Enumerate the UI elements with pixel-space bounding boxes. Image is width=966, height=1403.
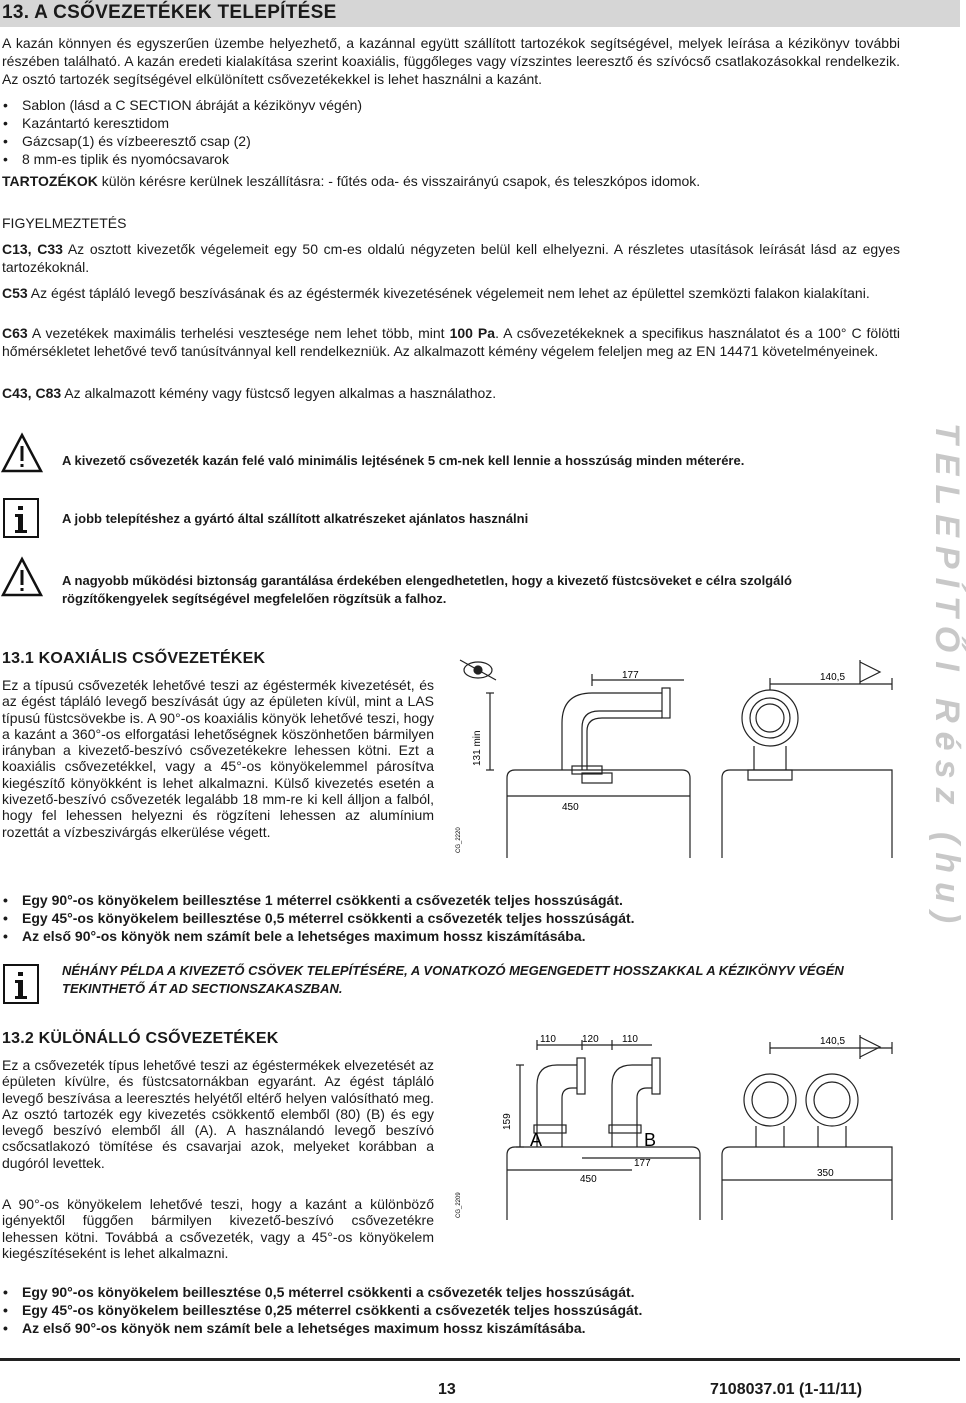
warning-text: Az alkalmazott kémény vagy füstcső legyen alkalmas a használathoz.	[61, 385, 497, 401]
dim-top-label: 177	[622, 670, 639, 681]
notice-slope: A kivezető csővezeték kazán felé való minimális lejtésének 5 cm-nek kell lennie a hosszúság minden méterére.	[62, 453, 745, 468]
section-title-bar	[0, 0, 960, 27]
warning-c63	[2, 324, 900, 360]
list-item: • Egy 45°-os könyökelem beillesztése 0,5 méterrel csökkenti a csővezeték teljes hosszúságát.	[2, 909, 635, 927]
notice-parts: A jobb telepítéshez a gyártó által szállított alkatrészeket ajánlatos használni	[62, 511, 529, 526]
coax-paragraph: Ez a típusú csővezeték lehetővé teszi az égéstermék kivezetését, és az égést tápláló levegő beszívását úgy az épületen kívül, mint a LAS típusú füstcsövekbe is. A 90°-os koaxiális könyök lehetővé teszi, hogy a kazánt a 360°-os elforgatási lehetőségnek köszönhetően bármilyen irányban a kivezető-beszívó csővezetékekre lehessen kötni. Ezt a koaxiális csővezetékkel, vagy a 45°-os könyökelemmel párosítva kiegészítő könyökként is lehet alkalmazni. Külső kivezetés esetén a kivezető-beszívó csővezeték legalább 18 mm-re ki kell álljon a falból, hogy fel lehessen helyezni és rögzíteni lehessen az alumínium rozettát a vízbeszivárgás elkerülése végett.	[2, 677, 434, 840]
dim-label: 350	[817, 1168, 834, 1179]
list-item: • Egy 90°-os könyökelem beillesztése 1 méterrel csökkenti a csővezeték teljes hosszúságát.	[2, 891, 635, 909]
side-section-label: TELEPÍTŐI Rész (hu)	[928, 423, 966, 933]
warning-c53	[2, 284, 900, 302]
eye-icon	[460, 660, 496, 680]
warning-heading: FIGYELMEZTETÉS	[2, 215, 127, 231]
code-label: C43, C83	[2, 385, 62, 401]
dim-label: 159	[502, 1113, 513, 1130]
section-title: 13. A CSŐVEZETÉKEK TELEPÍTÉSE	[2, 2, 337, 23]
info-icon	[1, 962, 41, 1006]
dim-label: 177	[634, 1158, 651, 1169]
list-item: • Az első 90°-os könyök nem számít bele a lehetséges maximum hossz kiszámításába.	[2, 927, 635, 945]
label-b: B	[644, 1130, 657, 1150]
figure-code-label: CG_2220	[456, 827, 462, 853]
accessories-label: TARTOZÉKOK	[2, 173, 98, 189]
warning-text: Az égést tápláló levegő beszívásának és az égéstermék kivezetésének végelemeit nem lehet az épülettel szemközti falakon kialakítani.	[27, 285, 870, 301]
parts-list	[2, 96, 362, 168]
code-label: C53	[2, 285, 28, 301]
list-item: • Gázcsap(1) és vízbeeresztő csap (2)	[2, 132, 362, 150]
document-code: 7108037.01 (1-11/11)	[710, 1381, 863, 1398]
warning-text: Az osztott kivezetők végelemeit egy 50 cm-es oldalú négyzeten belül kell elhelyezni. A részletes utasítások leírását lásd az egyes tartozékoknál.	[2, 241, 900, 275]
warning-triangle-icon	[1, 556, 43, 598]
accessories-paragraph	[2, 172, 900, 190]
warning-c43	[2, 384, 900, 402]
coax-bullets	[2, 891, 635, 945]
warning-text: . A csővezetékeknek a specifikus használatot és a 100° C fölötti hőmérsékletet lehetővé tevő tanúsítvánnyal kell rendelkezniük. Az alkalmazott kémény végelem feleljen meg az EN 14471 követelményeinek.	[2, 325, 901, 359]
coaxial-flue-diagram	[452, 648, 902, 858]
info-icon	[1, 496, 41, 540]
dim-label: 120	[582, 1034, 599, 1045]
intro-paragraph: A kazán könnyen és egyszerűen üzembe helyezhető, a kazánnal együtt szállított tartozékok segítségével, melyek leírása a kézikönyv további részében található. A kazán eredeti kialakítása szerint koaxiális, függőleges vagy vízszintes leeresztő és szívócső csatlakozásokkal rendelkezik. Az osztó tartozék segítségével elkülönített csővezetékekkel is lehet használni a kazánt.	[2, 35, 900, 87]
code-label: C13, C33	[2, 241, 63, 257]
dim-right-label: 140,5	[820, 672, 846, 683]
separate-paragraph-2: A 90°-os könyökelem lehetővé teszi, hogy a kazánt a különböző igényektől függően bármilyen kivezető-beszívó csővezetékre lehessen kötni. Továbbá a csővezeték, vagy a 45°-os könyökelem kiegészítéseként is lehet alkalmazni.	[2, 1196, 434, 1261]
warning-arrow-icon	[860, 660, 880, 684]
pressure-value: 100 Pa	[449, 325, 496, 341]
separate-heading: 13.2 KÜLÖNÁLLÓ CSŐVEZETÉKEK	[2, 1030, 279, 1047]
label-a: A	[530, 1130, 543, 1150]
notice-brackets: A nagyobb működési biztonság garantálása érdekében elengedhetetlen, hogy a kivezető füstcsöveket e célra szolgáló rögzítőkengyelek segítségével megfelelően rögzítsük a falhoz.	[62, 573, 792, 606]
warning-triangle-icon	[1, 432, 43, 474]
dim-label: 140,5	[820, 1036, 846, 1047]
dim-height-label: 131 min	[472, 730, 483, 766]
warning-text: A vezetékek maximális terhelési vesztesége nem lehet több, mint	[27, 325, 450, 341]
separate-bullets	[2, 1283, 642, 1337]
separate-flue-diagram	[452, 1030, 902, 1220]
page-number: 13	[438, 1381, 456, 1398]
list-item: • Sablon (lásd a C SECTION ábráját a kézikönyv végén)	[2, 96, 362, 114]
separate-paragraph: Ez a csővezeték típus lehetővé teszi az égéstermékek elvezetését az épületen kívülre, és füstcsatornákban egyaránt. Az égést tápláló levegő beszívása a leeresztés helyétől eltérő helyen valósítható meg. Az osztó tartozék egy kivezetés csökkentő elemből (80) (B) és egy levegő beszívó elemből áll (A). A használandó levegő beszívó csőcsatlakozó tömítése és csavarjai azok, melyeket korábban a dugóról levettek.	[2, 1057, 434, 1171]
figure-code-label: CG_2209	[456, 1192, 462, 1218]
list-item: • 8 mm-es tiplik és nyomócsavarok	[2, 150, 362, 168]
accessories-text: külön kérésre kerülnek leszállításra: - fűtés oda- és visszairányú csapok, és teleszkópos idomok.	[97, 173, 701, 189]
list-item: • Egy 45°-os könyökelem beillesztése 0,25 méterrel csökkenti a csővezeték teljes hosszúságát.	[2, 1301, 642, 1319]
list-item: • Egy 90°-os könyökelem beillesztése 0,5 méterrel csökkenti a csővezeték teljes hosszúságát.	[2, 1283, 642, 1301]
coax-heading: 13.1 KOAXIÁLIS CSŐVEZETÉKEK	[2, 650, 266, 667]
dim-base-label: 450	[562, 802, 579, 813]
examples-note: NÉHÁNY PÉLDA A KIVEZETŐ CSÖVEK TELEPÍTÉSÉRE, A VONATKOZÓ MEGENGEDETT HOSSZAKKAL A KÉZIKÖNYV VÉGÉN TEKINTHETŐ ÁT AD SECTIONSZAKASZBAN.	[62, 963, 844, 996]
dim-label: 450	[580, 1174, 597, 1185]
list-item: • Az első 90°-os könyök nem számít bele a lehetséges maximum hossz kiszámításába.	[2, 1319, 642, 1337]
dim-label: 110	[622, 1034, 638, 1045]
code-label: C63	[2, 325, 28, 341]
warning-c13	[2, 240, 900, 276]
list-item: • Kazántartó keresztidom	[2, 114, 362, 132]
warning-arrow-icon	[860, 1035, 880, 1059]
footer-rule	[0, 1358, 960, 1361]
dim-label: 110	[540, 1034, 556, 1045]
